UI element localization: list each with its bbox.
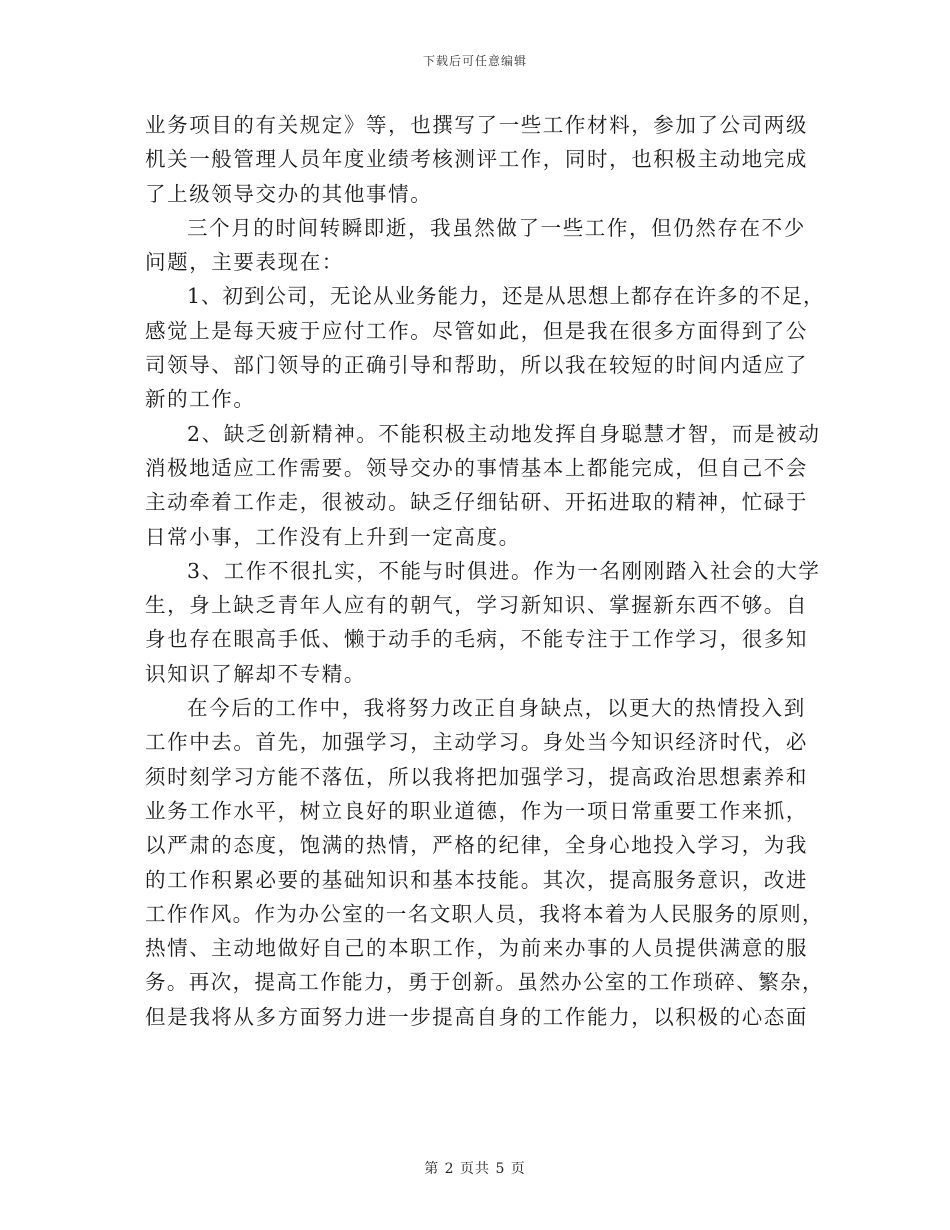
text-line: 工作中去。首先，加强学习，主动学习。身处当今知识经济时代，必 <box>145 730 808 755</box>
text-line: 业务项目的有关规定》等，也撰写了一些工作材料，参加了公司两级 <box>145 113 808 137</box>
text-line: 的工作积累必要的基础知识和基本技能。其次，提高服务意识，改进 <box>145 867 808 892</box>
text-line: 业务工作水平，树立良好的职业道德，作为一项日常重要工作来抓， <box>145 798 808 823</box>
text-line: 主动牵着工作走，很被动。缺乏仔细钻研、开拓进取的精神，忙碌于 <box>145 490 808 515</box>
text-line: 身也存在眼高手低、懒于动手的毛病，不能专注于工作学习，很多知 <box>145 627 808 652</box>
paragraph-start-line: 1、初到公司，无论从业务能力，还是从思想上都存在许多的不足， <box>187 284 825 309</box>
document-body <box>145 108 825 1034</box>
text-line: 但是我将从多方面努力进一步提高自身的工作能力，以积极的心态面 <box>145 1004 808 1029</box>
text-line: 热情、主动地做好自己的本职工作，为前来办事的人员提供满意的服 <box>145 936 808 961</box>
text-line: 务。再次，提高工作能力，勇于创新。虽然办公室的工作琐碎、繁杂， <box>145 970 824 995</box>
paragraph-start-line: 在今后的工作中，我将努力改正自身缺点，以更大的热情投入到 <box>187 696 806 721</box>
text-line: 感觉上是每天疲于应付工作。尽管如此，但是我在很多方面得到了公 <box>145 318 808 343</box>
text-line: 新的工作。 <box>145 387 256 412</box>
text-line: 消极地适应工作需要。领导交办的事情基本上都能完成，但自己不会 <box>145 455 808 480</box>
text-line: 司领导、部门领导的正确引导和帮助，所以我在较短的时间内适应了 <box>145 353 808 378</box>
text-line: 机关一般管理人员年度业绩考核测评工作，同时，也积极主动地完成 <box>145 147 808 172</box>
text-line: 生，身上缺乏青年人应有的朝气，学习新知识、掌握新东西不够。自 <box>145 593 808 618</box>
text-line: 工作作风。作为办公室的一名文职人员，我将本着为人民服务的原则， <box>145 901 824 926</box>
page-header: 下载后可任意编辑 <box>422 54 527 68</box>
paragraph-start-line: 三个月的时间转瞬即逝，我虽然做了一些工作，但仍然存在不少 <box>187 215 806 240</box>
text-line: 了上级领导交办的其他事情。 <box>145 181 433 206</box>
text-line: 识知识了解却不专精。 <box>145 661 366 686</box>
text-line: 以严肃的态度，饱满的热情，严格的纪律，全身心地投入学习，为我 <box>145 833 808 858</box>
paragraph-start-line: 2、缺乏创新精神。不能积极主动地发挥自身聪慧才智，而是被动 <box>187 421 821 446</box>
text-line: 问题，主要表现在： <box>145 250 344 275</box>
text-line: 须时刻学习方能不落伍，所以我将把加强学习，提高政治思想素养和 <box>145 764 808 789</box>
page-footer: 第 2 页共 5 页 <box>424 1161 526 1177</box>
text-line: 日常小事，工作没有上升到一定高度。 <box>145 524 521 549</box>
paragraph-start-line: 3、工作不很扎实，不能与时俱进。作为一名刚刚踏入社会的大学 <box>187 558 821 583</box>
